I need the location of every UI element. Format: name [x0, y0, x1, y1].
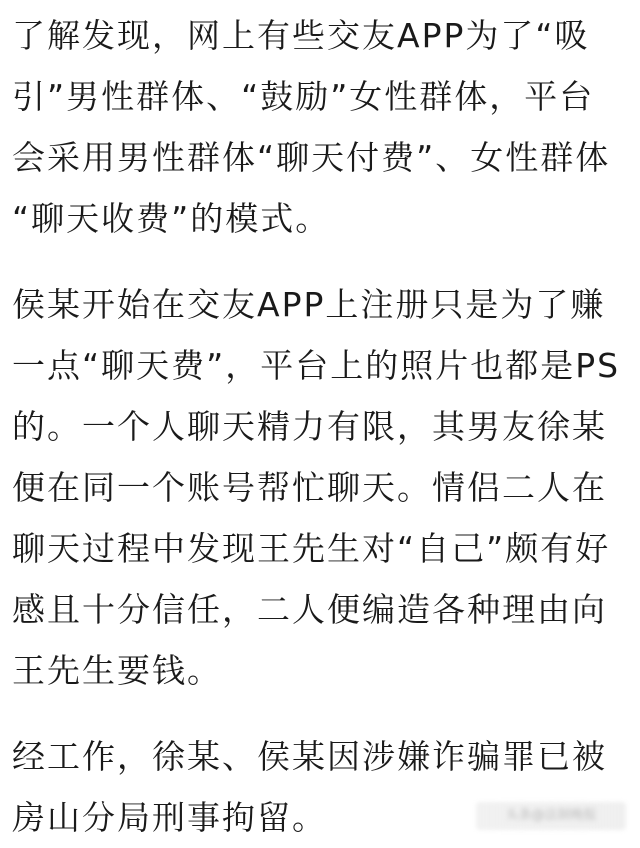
text-line: 会采用男性群体“聊天付费”、女性群体 [12, 138, 611, 177]
watermark-text: 头条@法制晚报 [505, 808, 597, 823]
text-line: 了解发现，网上有些交友APP为了“吸 [12, 16, 590, 55]
paragraph-scheme [12, 274, 634, 701]
watermark [476, 802, 626, 830]
text-line: 感且十分信任，二人便编造各种理由向 [12, 590, 607, 629]
text-line: “聊天收费”的模式。 [12, 199, 331, 238]
text-line: 一点“聊天费”，平台上的照片也都是PS [12, 346, 621, 385]
text-line: 侯某开始在交友APP上注册只是为了赚 [12, 285, 606, 324]
text-line: 的。一个人聊天精力有限，其男友徐某 [12, 407, 607, 446]
text-line: 经工作，徐某、侯某因涉嫌诈骗罪已被 [12, 737, 607, 776]
text-line: 便在同一个账号帮忙聊天。情侣二人在 [12, 468, 607, 507]
paragraph-discovery [12, 5, 634, 249]
text-line: 王先生要钱。 [12, 651, 222, 690]
text-line: 聊天过程中发现王先生对“自己”颇有好 [12, 529, 611, 568]
article-body [12, 0, 634, 848]
text-line: 引”男性群体、“鼓励”女性群体，平台 [12, 77, 595, 116]
text-line: 房山分局刑事拘留。 [12, 798, 327, 837]
